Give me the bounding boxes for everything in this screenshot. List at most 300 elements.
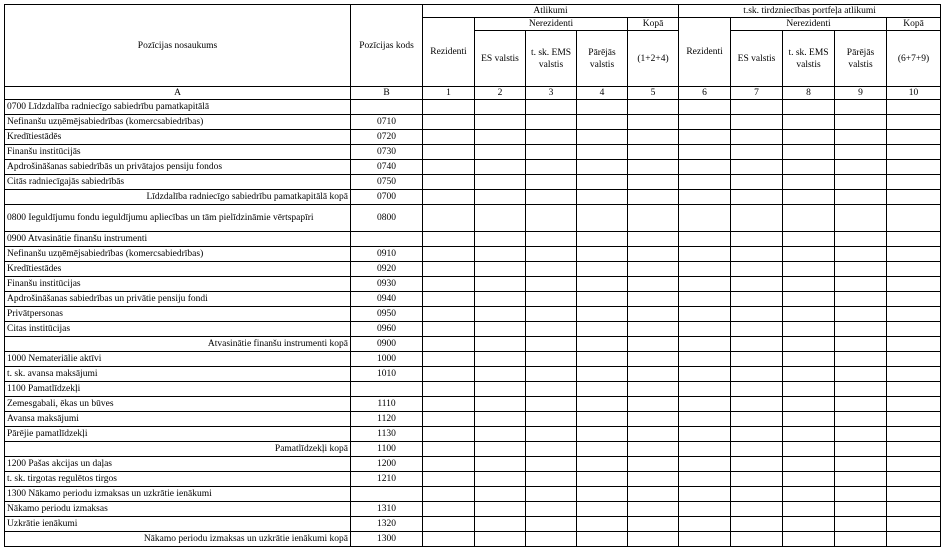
value-cell[interactable] (475, 277, 526, 292)
value-cell[interactable] (628, 115, 679, 130)
value-cell[interactable] (887, 130, 941, 145)
value-cell[interactable] (679, 352, 731, 367)
value-cell[interactable] (783, 517, 835, 532)
value-cell[interactable] (731, 532, 783, 547)
value-cell[interactable] (835, 442, 887, 457)
value-cell[interactable] (679, 100, 731, 115)
value-cell[interactable] (526, 442, 577, 457)
value-cell[interactable] (423, 532, 475, 547)
value-cell[interactable] (835, 457, 887, 472)
position-name: Pārējie pamatlīdzekļi (5, 427, 351, 442)
value-cell[interactable] (628, 277, 679, 292)
value-cell[interactable] (679, 292, 731, 307)
value-cell[interactable] (423, 412, 475, 427)
value-cell[interactable] (731, 130, 783, 145)
value-cell[interactable] (887, 457, 941, 472)
value-cell[interactable] (526, 472, 577, 487)
value-cell[interactable] (526, 307, 577, 322)
value-cell[interactable] (526, 130, 577, 145)
value-cell[interactable] (887, 502, 941, 517)
value-cell[interactable] (577, 130, 628, 145)
value-cell[interactable] (731, 205, 783, 232)
value-cell[interactable] (887, 412, 941, 427)
balance-table (4, 4, 941, 547)
value-cell[interactable] (679, 115, 731, 130)
value-cell[interactable] (783, 115, 835, 130)
value-cell[interactable] (783, 487, 835, 502)
value-cell[interactable] (475, 457, 526, 472)
value-cell[interactable] (887, 442, 941, 457)
value-cell[interactable] (475, 100, 526, 115)
value-cell[interactable] (423, 100, 475, 115)
value-cell[interactable] (423, 190, 475, 205)
value-cell[interactable] (526, 115, 577, 130)
value-cell[interactable] (887, 487, 941, 502)
value-cell[interactable] (475, 412, 526, 427)
value-cell[interactable] (526, 205, 577, 232)
value-cell[interactable] (731, 502, 783, 517)
value-cell[interactable] (475, 262, 526, 277)
value-cell[interactable] (423, 427, 475, 442)
value-cell[interactable] (423, 457, 475, 472)
value-cell[interactable] (577, 247, 628, 262)
value-cell[interactable] (577, 307, 628, 322)
value-cell[interactable] (628, 337, 679, 352)
value-cell[interactable] (526, 277, 577, 292)
value-cell[interactable] (731, 337, 783, 352)
value-cell[interactable] (475, 472, 526, 487)
value-cell[interactable] (731, 472, 783, 487)
value-cell[interactable] (783, 472, 835, 487)
value-cell[interactable] (679, 517, 731, 532)
value-cell[interactable] (887, 382, 941, 397)
value-cell[interactable] (475, 307, 526, 322)
value-cell[interactable] (628, 175, 679, 190)
value-cell[interactable] (783, 442, 835, 457)
value-cell[interactable] (887, 232, 941, 247)
value-cell[interactable] (783, 502, 835, 517)
value-cell[interactable] (835, 292, 887, 307)
value-cell[interactable] (475, 532, 526, 547)
value-cell[interactable] (835, 487, 887, 502)
value-cell[interactable] (731, 175, 783, 190)
value-cell[interactable] (679, 397, 731, 412)
value-cell[interactable] (731, 352, 783, 367)
value-cell[interactable] (887, 427, 941, 442)
value-cell[interactable] (577, 175, 628, 190)
value-cell[interactable] (475, 367, 526, 382)
value-cell[interactable] (835, 247, 887, 262)
value-cell[interactable] (783, 412, 835, 427)
value-cell[interactable] (526, 190, 577, 205)
value-cell[interactable] (577, 115, 628, 130)
value-cell[interactable] (423, 292, 475, 307)
value-cell[interactable] (835, 397, 887, 412)
balances-group-header: Atlikumi (423, 5, 679, 18)
value-cell[interactable] (679, 307, 731, 322)
value-cell[interactable] (628, 262, 679, 277)
value-cell[interactable] (887, 100, 941, 115)
value-cell[interactable] (679, 532, 731, 547)
value-cell[interactable] (577, 232, 628, 247)
value-cell[interactable] (835, 532, 887, 547)
value-cell[interactable] (628, 457, 679, 472)
value-cell[interactable] (526, 352, 577, 367)
value-cell[interactable] (783, 277, 835, 292)
value-cell[interactable] (679, 487, 731, 502)
value-cell[interactable] (731, 160, 783, 175)
value-cell[interactable] (731, 382, 783, 397)
value-cell[interactable] (526, 322, 577, 337)
value-cell[interactable] (679, 457, 731, 472)
value-cell[interactable] (475, 232, 526, 247)
value-cell[interactable] (835, 382, 887, 397)
value-cell[interactable] (423, 337, 475, 352)
value-cell[interactable] (577, 442, 628, 457)
value-cell[interactable] (783, 262, 835, 277)
value-cell[interactable] (577, 160, 628, 175)
value-cell[interactable] (835, 337, 887, 352)
value-cell[interactable] (475, 427, 526, 442)
table-row (5, 100, 941, 115)
value-cell[interactable] (679, 472, 731, 487)
value-cell[interactable] (577, 412, 628, 427)
value-cell[interactable] (679, 412, 731, 427)
value-cell[interactable] (783, 322, 835, 337)
value-cell[interactable] (475, 397, 526, 412)
value-cell[interactable] (731, 517, 783, 532)
value-cell[interactable] (577, 277, 628, 292)
value-cell[interactable] (679, 205, 731, 232)
value-cell[interactable] (526, 517, 577, 532)
value-cell[interactable] (577, 292, 628, 307)
value-cell[interactable] (526, 532, 577, 547)
value-cell[interactable] (835, 262, 887, 277)
value-cell[interactable] (731, 307, 783, 322)
value-cell[interactable] (887, 517, 941, 532)
value-cell[interactable] (835, 160, 887, 175)
value-cell[interactable] (475, 190, 526, 205)
value-cell[interactable] (835, 472, 887, 487)
value-cell[interactable] (679, 262, 731, 277)
value-cell[interactable] (423, 502, 475, 517)
value-cell[interactable] (628, 412, 679, 427)
value-cell[interactable] (783, 160, 835, 175)
value-cell[interactable] (679, 175, 731, 190)
value-cell[interactable] (423, 175, 475, 190)
value-cell[interactable] (835, 232, 887, 247)
value-cell[interactable] (731, 397, 783, 412)
value-cell[interactable] (475, 145, 526, 160)
value-cell[interactable] (887, 352, 941, 367)
value-cell[interactable] (475, 502, 526, 517)
value-cell[interactable] (628, 232, 679, 247)
value-cell[interactable] (835, 115, 887, 130)
value-cell[interactable] (628, 382, 679, 397)
value-cell[interactable] (475, 130, 526, 145)
value-cell[interactable] (731, 442, 783, 457)
value-cell[interactable] (887, 337, 941, 352)
position-code: 1200 (351, 457, 423, 472)
value-cell[interactable] (628, 367, 679, 382)
value-cell[interactable] (887, 307, 941, 322)
value-cell[interactable] (628, 322, 679, 337)
value-cell[interactable] (423, 382, 475, 397)
position-name: Atvasinātie finanšu instrumenti kopā (5, 337, 351, 352)
value-cell[interactable] (887, 367, 941, 382)
value-cell[interactable] (628, 517, 679, 532)
value-cell[interactable] (835, 502, 887, 517)
value-cell[interactable] (887, 115, 941, 130)
value-cell[interactable] (577, 457, 628, 472)
value-cell[interactable] (835, 145, 887, 160)
value-cell[interactable] (423, 352, 475, 367)
value-cell[interactable] (423, 232, 475, 247)
value-cell[interactable] (526, 412, 577, 427)
value-cell[interactable] (423, 442, 475, 457)
value-cell[interactable] (783, 190, 835, 205)
value-cell[interactable] (577, 532, 628, 547)
value-cell[interactable] (731, 190, 783, 205)
value-cell[interactable] (835, 307, 887, 322)
value-cell[interactable] (475, 337, 526, 352)
value-cell[interactable] (423, 487, 475, 502)
value-cell[interactable] (423, 145, 475, 160)
value-cell[interactable] (835, 427, 887, 442)
value-cell[interactable] (783, 100, 835, 115)
value-cell[interactable] (423, 160, 475, 175)
value-cell[interactable] (526, 232, 577, 247)
value-cell[interactable] (475, 247, 526, 262)
value-cell[interactable] (887, 205, 941, 232)
value-cell[interactable] (835, 352, 887, 367)
value-cell[interactable] (628, 247, 679, 262)
value-cell[interactable] (526, 457, 577, 472)
value-cell[interactable] (731, 277, 783, 292)
value-cell[interactable] (423, 322, 475, 337)
value-cell[interactable] (526, 292, 577, 307)
value-cell[interactable] (577, 145, 628, 160)
value-cell[interactable] (679, 322, 731, 337)
value-cell[interactable] (731, 292, 783, 307)
value-cell[interactable] (526, 160, 577, 175)
value-cell[interactable] (475, 160, 526, 175)
value-cell[interactable] (577, 262, 628, 277)
value-cell[interactable] (577, 502, 628, 517)
value-cell[interactable] (526, 247, 577, 262)
value-cell[interactable] (526, 487, 577, 502)
value-cell[interactable] (887, 292, 941, 307)
value-cell[interactable] (526, 397, 577, 412)
value-cell[interactable] (731, 412, 783, 427)
value-cell[interactable] (577, 487, 628, 502)
value-cell[interactable] (783, 337, 835, 352)
value-cell[interactable] (526, 100, 577, 115)
value-cell[interactable] (577, 100, 628, 115)
value-cell[interactable] (731, 247, 783, 262)
value-cell[interactable] (783, 205, 835, 232)
value-cell[interactable] (835, 100, 887, 115)
value-cell[interactable] (526, 382, 577, 397)
value-cell[interactable] (628, 502, 679, 517)
value-cell[interactable] (835, 322, 887, 337)
value-cell[interactable] (628, 292, 679, 307)
value-cell[interactable] (783, 145, 835, 160)
value-cell[interactable] (887, 190, 941, 205)
value-cell[interactable] (731, 367, 783, 382)
value-cell[interactable] (628, 397, 679, 412)
value-cell[interactable] (783, 247, 835, 262)
value-cell[interactable] (577, 352, 628, 367)
value-cell[interactable] (577, 397, 628, 412)
value-cell[interactable] (679, 442, 731, 457)
value-cell[interactable] (835, 205, 887, 232)
value-cell[interactable] (783, 427, 835, 442)
value-cell[interactable] (835, 412, 887, 427)
value-cell[interactable] (475, 115, 526, 130)
value-cell[interactable] (835, 517, 887, 532)
value-cell[interactable] (887, 322, 941, 337)
value-cell[interactable] (783, 352, 835, 367)
value-cell[interactable] (731, 115, 783, 130)
value-cell[interactable] (731, 145, 783, 160)
value-cell[interactable] (628, 487, 679, 502)
value-cell[interactable] (887, 397, 941, 412)
value-cell[interactable] (628, 145, 679, 160)
value-cell[interactable] (577, 427, 628, 442)
value-cell[interactable] (475, 205, 526, 232)
value-cell[interactable] (628, 307, 679, 322)
value-cell[interactable] (526, 337, 577, 352)
value-cell[interactable] (783, 532, 835, 547)
value-cell[interactable] (423, 130, 475, 145)
value-cell[interactable] (731, 487, 783, 502)
value-cell[interactable] (526, 145, 577, 160)
value-cell[interactable] (887, 532, 941, 547)
value-cell[interactable] (526, 502, 577, 517)
value-cell[interactable] (423, 517, 475, 532)
value-cell[interactable] (783, 232, 835, 247)
value-cell[interactable] (577, 472, 628, 487)
value-cell[interactable] (526, 262, 577, 277)
value-cell[interactable] (577, 382, 628, 397)
value-cell[interactable] (783, 130, 835, 145)
value-cell[interactable] (679, 367, 731, 382)
value-cell[interactable] (475, 487, 526, 502)
value-cell[interactable] (835, 175, 887, 190)
value-cell[interactable] (577, 322, 628, 337)
value-cell[interactable] (423, 277, 475, 292)
value-cell[interactable] (783, 307, 835, 322)
column-number: 1 (423, 87, 475, 100)
value-cell[interactable] (628, 442, 679, 457)
value-cell[interactable] (679, 277, 731, 292)
value-cell[interactable] (887, 175, 941, 190)
value-cell[interactable] (887, 277, 941, 292)
value-cell[interactable] (475, 175, 526, 190)
value-cell[interactable] (887, 145, 941, 160)
value-cell[interactable] (887, 247, 941, 262)
value-cell[interactable] (628, 532, 679, 547)
value-cell[interactable] (628, 427, 679, 442)
value-cell[interactable] (628, 472, 679, 487)
value-cell[interactable] (628, 352, 679, 367)
table-row (5, 115, 941, 130)
value-cell[interactable] (783, 397, 835, 412)
value-cell[interactable] (577, 337, 628, 352)
value-cell[interactable] (731, 100, 783, 115)
value-cell[interactable] (475, 292, 526, 307)
value-cell[interactable] (835, 190, 887, 205)
value-cell[interactable] (835, 130, 887, 145)
value-cell[interactable] (526, 427, 577, 442)
value-cell[interactable] (835, 367, 887, 382)
column-number-row (5, 87, 941, 100)
value-cell[interactable] (783, 292, 835, 307)
value-cell[interactable] (731, 232, 783, 247)
value-cell[interactable] (628, 205, 679, 232)
value-cell[interactable] (423, 367, 475, 382)
value-cell[interactable] (679, 382, 731, 397)
value-cell[interactable] (679, 502, 731, 517)
value-cell[interactable] (423, 397, 475, 412)
value-cell[interactable] (783, 367, 835, 382)
value-cell[interactable] (835, 277, 887, 292)
value-cell[interactable] (423, 115, 475, 130)
value-cell[interactable] (423, 205, 475, 232)
value-cell[interactable] (628, 130, 679, 145)
value-cell[interactable] (475, 352, 526, 367)
value-cell[interactable] (577, 205, 628, 232)
value-cell[interactable] (783, 382, 835, 397)
value-cell[interactable] (423, 262, 475, 277)
value-cell[interactable] (679, 337, 731, 352)
value-cell[interactable] (475, 382, 526, 397)
value-cell[interactable] (679, 130, 731, 145)
value-cell[interactable] (577, 190, 628, 205)
value-cell[interactable] (628, 160, 679, 175)
value-cell[interactable] (731, 427, 783, 442)
value-cell[interactable] (423, 307, 475, 322)
value-cell[interactable] (783, 457, 835, 472)
value-cell[interactable] (887, 472, 941, 487)
value-cell[interactable] (475, 442, 526, 457)
value-cell[interactable] (679, 145, 731, 160)
value-cell[interactable] (731, 457, 783, 472)
value-cell[interactable] (423, 247, 475, 262)
value-cell[interactable] (679, 427, 731, 442)
value-cell[interactable] (475, 322, 526, 337)
value-cell[interactable] (679, 232, 731, 247)
value-cell[interactable] (731, 322, 783, 337)
value-cell[interactable] (577, 367, 628, 382)
value-cell[interactable] (577, 517, 628, 532)
position-code: 0800 (351, 205, 423, 232)
value-cell[interactable] (475, 517, 526, 532)
value-cell[interactable] (679, 160, 731, 175)
value-cell[interactable] (628, 190, 679, 205)
value-cell[interactable] (887, 262, 941, 277)
value-cell[interactable] (887, 160, 941, 175)
value-cell[interactable] (783, 175, 835, 190)
value-cell[interactable] (679, 190, 731, 205)
value-cell[interactable] (526, 367, 577, 382)
value-cell[interactable] (526, 175, 577, 190)
value-cell[interactable] (628, 100, 679, 115)
value-cell[interactable] (731, 262, 783, 277)
value-cell[interactable] (423, 472, 475, 487)
value-cell[interactable] (679, 247, 731, 262)
